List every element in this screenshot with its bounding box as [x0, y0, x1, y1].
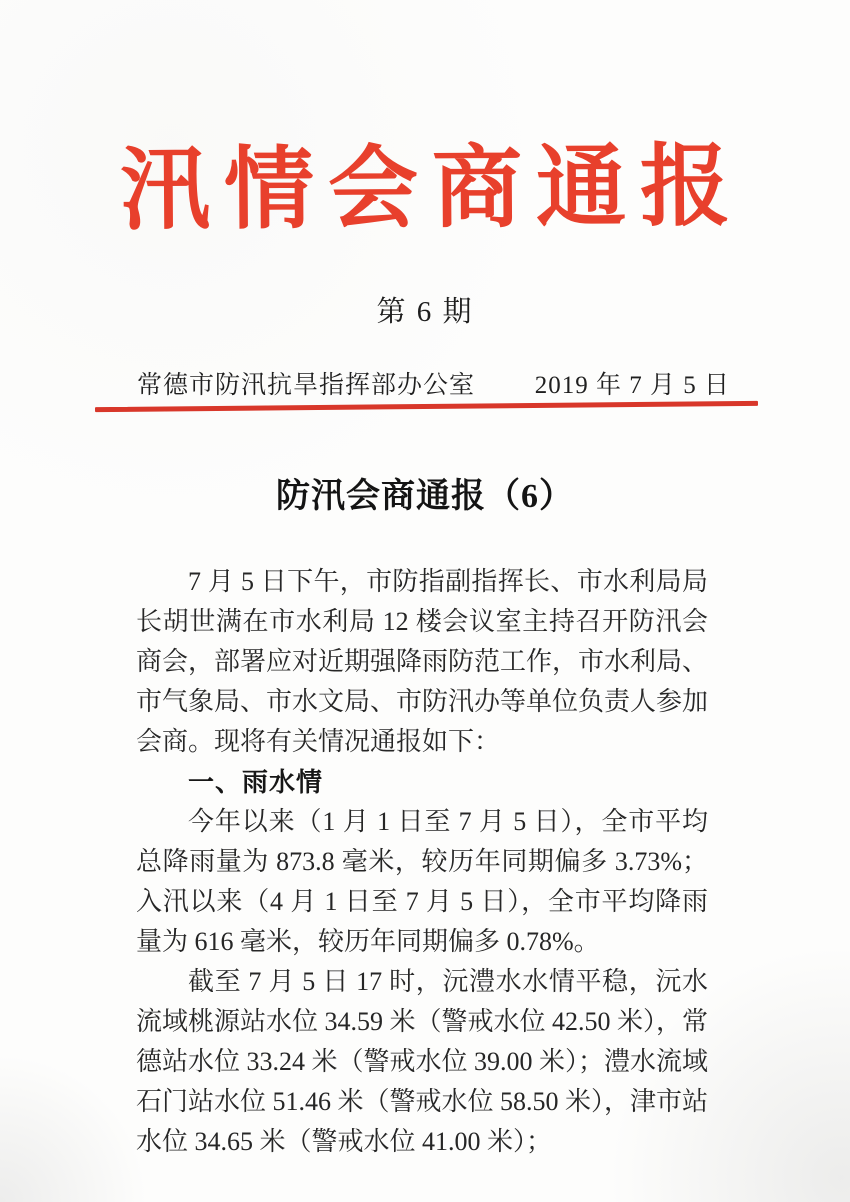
issue-number: 第 6 期 [376, 296, 474, 328]
paragraph-meeting-intro: 7 月 5 日下午，市防指副指挥长、市水利局局长胡世满在市水利局 12 楼会议室主持召开防汛会商会，部署应对近期强降雨防范工作，市水利局、市气象局、市水文局、市防汛办等单位负责人参加会商。现将有关情况通报如下： [136, 567, 709, 756]
paragraph-rainfall-statistics: 今年以来（1 月 1 日至 7 月 5 日），全市平均总降雨量为 873.8 毫米，较历年同期偏多 3.73%；入汛以来（4 月 1 日至 7 月 5 日），全市平均降雨量为 616 毫米，较历年同期偏多 0.78%。 [136, 807, 708, 956]
issuing-office: 常德市防汛抗旱指挥部办公室 [137, 372, 476, 399]
document-body [136, 562, 708, 1162]
section-heading-rain-water: 一、雨水情 [188, 767, 324, 797]
paragraph-river-water-levels: 截至 7 月 5 日 17 时，沅澧水水情平稳，沅水流域桃源站水位 34.59 米（警戒水位 42.50 米），常德站水位 33.24 米（警戒水位 39.00 米）；澧水流域石门站水位 51.46 米（警戒水位 58.50 米），津市站水位 34.65 米（警戒水位 41.00 米）； [136, 967, 709, 1156]
header-row [95, 370, 758, 402]
document-title: 防汛会商通报（6） [276, 478, 574, 515]
masthead-title: 汛情会商通报 [119, 132, 745, 244]
issue-date: 2019 年 7 月 5 日 [534, 372, 730, 399]
red-divider-line [95, 401, 758, 412]
